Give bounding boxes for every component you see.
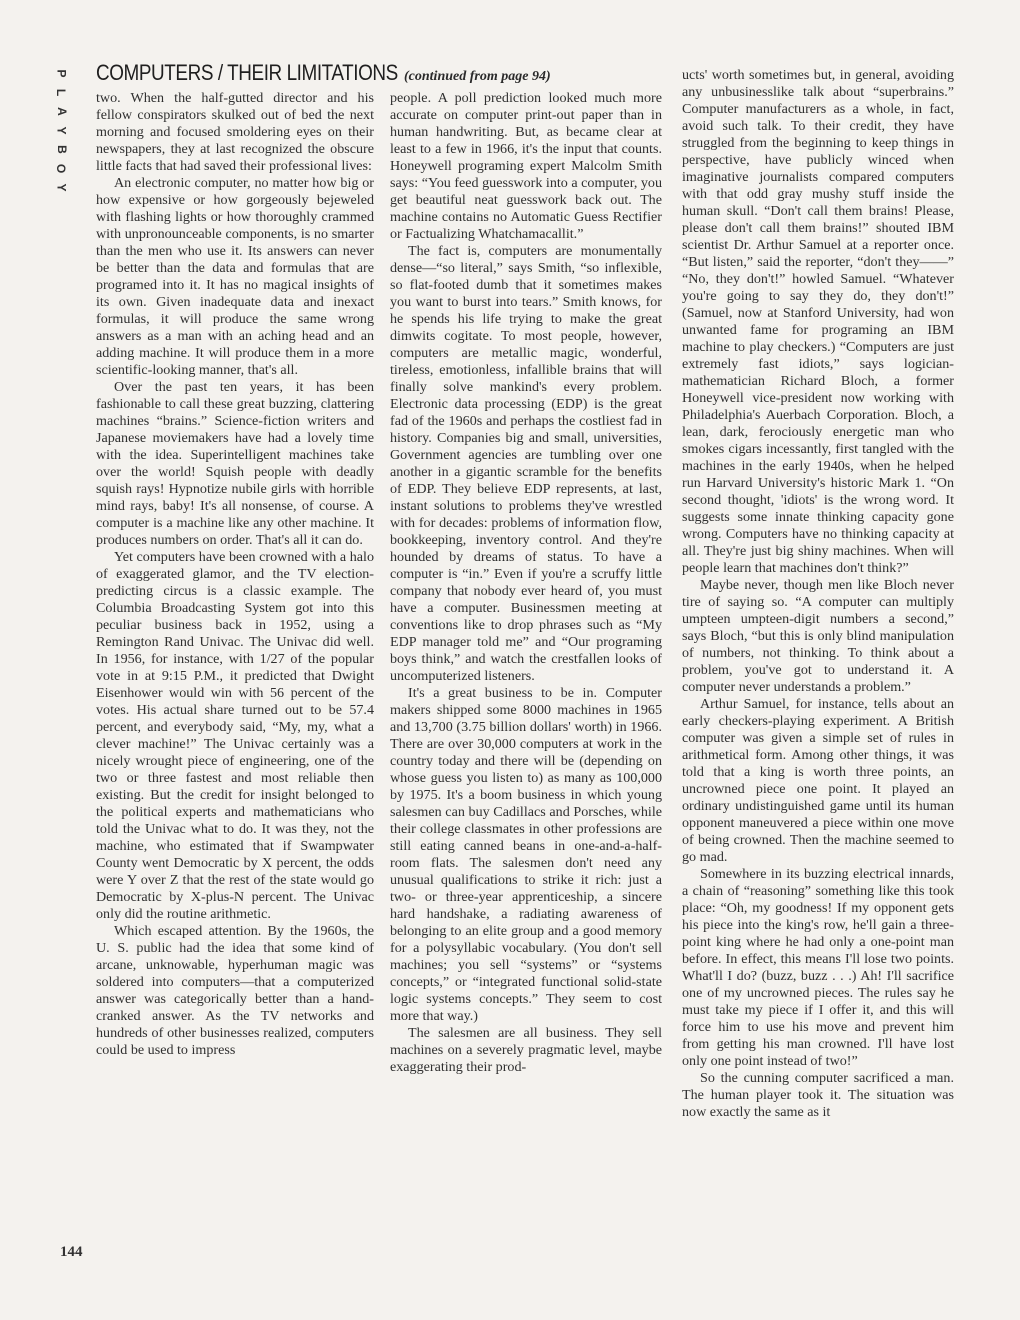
paragraph: Somewhere in its buzzing electrical innards, a chain of “reasoning” something like this took place: “Oh, my goodness! If my opponent gets his piece into the king's row, he'll gain a three-point king where he had only a one-point man before. In effect, this means I'll lose two points. What'll I do? (buzz, buzz . . .) Ah! I'll sacrifice one of my uncrowned pieces. The rules say he must take my piece if I offer it, and this will force him to use his move and prevent him from getting his man crowned. I'll have lost only one point instead of two!” [682, 866, 954, 1069]
paragraph: It's a great business to be in. Computer makers shipped some 8000 machines in 1965 and 13,700 (3.75 billion dollars' worth) in 1966. There are over 30,000 computers at work in the country today and there will be (depending on whose guess you listen to) as many as 100,000 by 1975. It's a boom business in which young salesmen can buy Cadillacs and Porsches, while their college classmates in other professions are still eating canned beans in one-and-a-half-room flats. The salesmen don't need any unusual qualifications to strike it rich: just a two- or three-year apprenticeship, a sincere hard handshake, a radiating awareness of belonging to an elite group and a good memory for a polysyllabic vocabulary. (You don't sell machines; you sell “systems” or “systems concepts,” or “integrated functional solid-state logic systems concepts.” They seem to cost more that way.) [390, 685, 662, 1024]
sidebar-letter: L [54, 88, 69, 97]
sidebar-letter: A [54, 107, 69, 116]
text-column-1 [96, 90, 374, 1059]
paragraph: So the cunning computer sacrificed a man. The human player took it. The situation was now exactly the same as it [682, 1070, 954, 1120]
article-title: COMPUTERS / THEIR LIMITATIONS [96, 60, 398, 85]
sidebar-letter: B [54, 145, 69, 154]
paragraph: Over the past ten years, it has been fashionable to call these great buzzing, clattering machines “brains.” Science-fiction writers and Japanese moviemakers have had a lovely time with the idea. Superintelligent machines take over the world! Squish people with deadly squish rays! Hypnotize nubile girls with horrible mind rays, baby! It's all nonsense, of course. A computer is a machine like any other machine. It produces numbers on order. That's all it can do. [96, 379, 374, 548]
sidebar-letter: Y [54, 183, 69, 192]
magazine-name-vertical [54, 64, 68, 197]
paragraph: The salesmen are all business. They sell machines on a severely pragmatic level, maybe exaggerating their prod- [390, 1025, 662, 1075]
paragraph: two. When the half-gutted director and his fellow conspirators skulked out of bed the next morning and focused smoldering eyes on their newspapers, they at last recognized the obscure little facts that had saved their professional lives: [96, 90, 374, 174]
paragraph: Arthur Samuel, for instance, tells about an early checkers-playing experiment. A British computer was given a simple set of rules in arithmetical form. Among other things, it was told that a king is worth three points, an uncrowned piece one point. It played an ordinary undistinguished game until its human opponent maneuvered a piece within one move of being crowned. Then the machine seemed to go mad. [682, 696, 954, 865]
article-header [96, 60, 551, 86]
paragraph: The fact is, computers are monumentally dense—“so literal,” says Smith, “so inflexible, so flat-footed dumb that it sometimes makes you want to burst into tears.” Smith knows, for he spends his life trying to make the great dimwits cogitate. To most people, however, computers are metallic magic, wonderful, tireless, emotionless, infallible brains that will finally solve mankind's every problem. Electronic data processing (EDP) is the great fad of the 1960s and perhaps the costliest fad in history. Companies big and small, universities, Government agencies are tumbling over one another in a gigantic scramble for the benefits of EDP. They believe EDP represents, at last, instant solutions to problems they've wrestled with for decades: problems of information flow, bookkeeping, inventory control. And they're hounded by dreams of status. To have a computer is “in.” Even if you're a scruffy little company that nobody ever heard of, you must have a computer. Businessmen meeting at conventions like to drop phrases such as “My EDP manager told me” and “Our programing boys think,” and watch the crestfallen looks of uncomputerized listeners. [390, 243, 662, 684]
sidebar-letter: Y [54, 126, 69, 135]
page-number: 144 [60, 1244, 83, 1260]
continued-note: (continued from page 94) [404, 69, 551, 84]
paragraph: An electronic computer, no matter how big or how expensive or how gorgeously bejeweled with flashing lights or how thoroughly crammed with unpronounceable components, is no smarter than the men who use it. Its answers can never be better than the data and formulas that are programed into it. It has no magical insights of its own. Given inadequate data and inexact formulas, it will produce the same wrong answers as a man with an aching head and an adding machine. It will produce them in a more scientific-looking manner, that's all. [96, 175, 374, 378]
text-column-3 [682, 67, 954, 1121]
paragraph: Which escaped attention. By the 1960s, the U. S. public had the idea that some kind of arcane, unknowable, hyperhuman magic was soldered into computers—that a computerized answer was categorically better than a hand-cranked answer. As the TV networks and hundreds of other businesses realized, computers could be used to impress [96, 923, 374, 1058]
paragraph: people. A poll prediction looked much more accurate on computer print-out paper than in human handwriting. But, as became clear at least to a few in 1966, it's the input that counts. Honeywell programing expert Malcolm Smith says: “You feed guesswork into a computer, you get beautiful neat guesswork back out. The machine contains no Automatic Guess Rectifier or Factualizing Whatchamacallit.” [390, 90, 663, 242]
text-column-2 [390, 90, 662, 1076]
paragraph: Yet computers have been crowned with a halo of exaggerated glamor, and the TV election-predicting circus is a classic example. The Columbia Broadcasting System got into this peculiar business back in 1952, using a Remington Rand Univac. The Univac did well. In 1956, for instance, with 1/27 of the popular vote in at 9:15 P.M., it predicted that Dwight Eisenhower would win with 56 percent of the votes. His actual share turned out to be 57.4 percent, and everybody said, “My, my, what a clever machine!” The Univac certainly was a nicely wrought piece of engineering, one of the two or three fastest and most reliable then existing. But the credit for insight belonged to the political experts and mathematicians who told the Univac what to do. It was they, not the machine, who estimated that if Swampwater County went Democratic by X percent, the odds were Y over Z that the rest of the state would go Democratic by X-plus-N percent. The Univac only did the routine arithmetic. [96, 549, 374, 922]
sidebar-letter: O [54, 163, 69, 174]
paragraph: ucts' worth sometimes but, in general, avoiding any unbusinesslike talk about “superbrains.” Computer manufacturers as a whole, in fact, avoid such talk. To their credit, they have struggled from the beginning to keep things in perspective, have publicly winced when imaginative journalists compared computers with that odd gray mushy stuff inside the human skull. “Don't call them brains! Please, please don't call them brains!” shouted IBM scientist Dr. Arthur Samuel at a reporter once. “But listen,” said the reporter, “don't they——” “No, they don't!” howled Samuel. “Whatever you're going to say they do, they don't!” (Samuel, now at Stanford University, had won unwanted fame for programing an IBM machine to play checkers.) “Computers are just extremely fast idiots,” says logician-mathematician Richard Bloch, a former Honeywell vice-president now working with Philadelphia's Auerbach Corporation. Bloch, a lean, dark, ferociously energetic man who smokes cigars incessantly, first tangled with the machines in the early 1940s, when he helped run Harvard University's historic Mark 1. “On second thought, 'idiots' is the wrong word. It suggests some innate thinking capacity gone wrong. Computers have no thinking capacity at all. They're just big shiny machines. When will people learn that machines don't think?” [682, 67, 954, 576]
paragraph: Maybe never, though men like Bloch never tire of saying so. “A computer can multiply umpteen umpteen-digit numbers a second,” says Bloch, “but this is only blind manipulation of numbers, not thinking. To think about a problem, you've got to understand it. A computer never understands a problem.” [682, 577, 954, 695]
sidebar-letter: P [54, 69, 69, 78]
